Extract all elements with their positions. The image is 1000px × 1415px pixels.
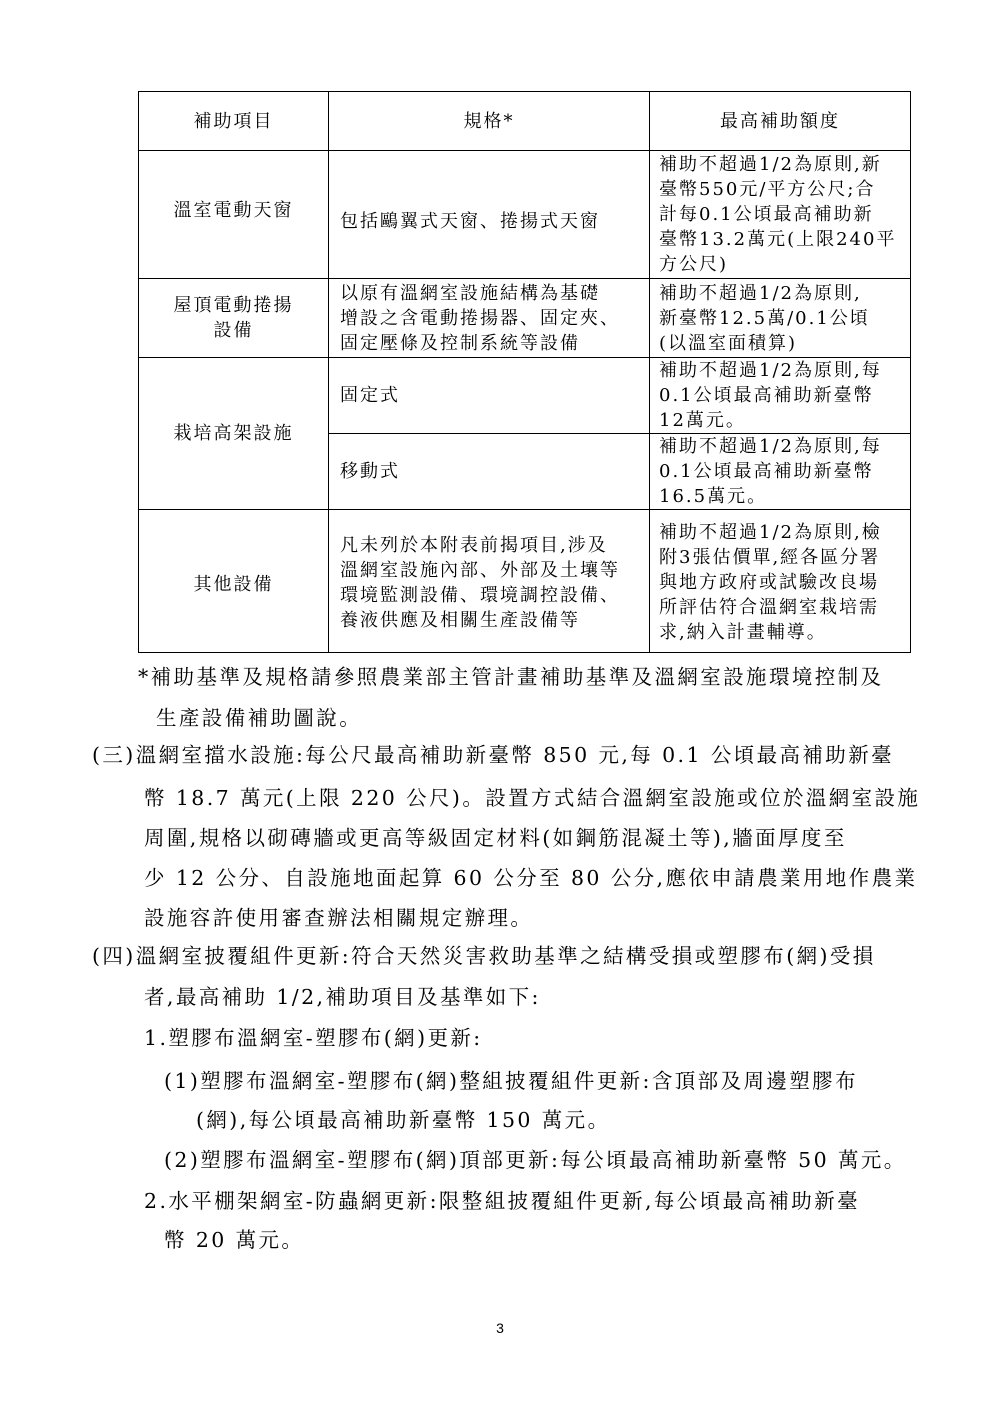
row1-amount-line: 計每0.1公頃最高補助新 (659, 204, 874, 225)
row1-amount (650, 151, 911, 279)
footnote-line: 生產設備補助圖說。 (156, 706, 363, 730)
row3-sub1-amount (650, 358, 911, 434)
row1-amount-line: 臺幣550元/平方公尺;合 (659, 179, 876, 200)
section3-line: 設施容許使用審查辦法相關規定辦理。 (144, 906, 534, 930)
row4-amount-line: 所評估符合溫網室栽培需 (659, 597, 879, 618)
row3-sub2-amount-line: 補助不超過1/2為原則,每 (659, 436, 882, 457)
row4-amount-line: 補助不超過1/2為原則,檢 (659, 522, 882, 543)
row1-item (139, 151, 329, 279)
row3-sub1-amount-line: 12萬元。 (659, 410, 746, 431)
item1-1-line: (1)塑膠布溫網室-塑膠布(網)整組披覆組件更新:含頂部及周邊塑膠布 (164, 1069, 858, 1093)
row4-amount-line: 求,納入計畫輔導。 (659, 622, 827, 643)
row1-item-text: 溫室電動天窗 (173, 200, 294, 221)
section4-line: (四)溫網室披覆組件更新:符合天然災害救助基準之結構受損或塑膠布(網)受損 (92, 944, 876, 968)
item1-heading: 1.塑膠布溫網室-塑膠布(網)更新: (144, 1026, 483, 1050)
table-row (139, 510, 911, 653)
table-row (139, 279, 911, 358)
header-item: 補助項目 (139, 92, 329, 151)
row3-sub1-spec: 固定式 (329, 358, 650, 434)
row2-item-line: 設備 (213, 320, 254, 341)
section3-line: (三)溫網室擋水設施:每公尺最高補助新臺幣 850 元,每 0.1 公頃最高補助新臺 (92, 743, 895, 767)
row4-item (139, 510, 329, 653)
row1-amount-line: 臺幣13.2萬元(上限240平 (659, 229, 897, 250)
section3-line: 少 12 公分、自設施地面起算 60 公分至 80 公分,應依申請農業用地作農業 (144, 866, 918, 890)
row3-sub2-amount-line: 0.1公頃最高補助新臺幣 (659, 461, 874, 482)
section3-line: 幣 18.7 萬元(上限 220 公尺)。設置方式結合溫網室設施或位於溫網室設施 (144, 786, 921, 810)
page-number: 3 (496, 1320, 504, 1336)
item2-line: 幣 20 萬元。 (164, 1228, 305, 1252)
row4-spec-line: 環境監測設備、環境調控設備、 (340, 584, 620, 606)
table-row (139, 151, 911, 279)
row4-spec-line: 凡未列於本附表前揭項目,涉及 (340, 534, 608, 556)
row3-sub2-spec: 移動式 (329, 434, 650, 510)
row3-sub1-amount-line: 0.1公頃最高補助新臺幣 (659, 385, 874, 406)
row2-spec-line: 增設之含電動捲揚器、固定夾、 (340, 307, 620, 329)
row1-amount-line: 方公尺) (659, 254, 729, 275)
item1-1-line: (網),每公頃最高補助新臺幣 150 萬元。 (196, 1108, 611, 1132)
footnote-line: *補助基準及規格請參照農業部主管計畫補助基準及溫網室設施環境控制及 (138, 665, 884, 689)
row2-spec (329, 279, 650, 358)
item1-2-line: (2)塑膠布溫網室-塑膠布(網)頂部更新:每公頃最高補助新臺幣 50 萬元。 (164, 1148, 907, 1172)
row2-amount (650, 279, 911, 358)
row2-amount-line: (以溫室面積算) (659, 332, 798, 354)
header-spec: 規格* (329, 92, 650, 151)
row3-item: 栽培高架設施 (139, 358, 329, 510)
section3-line: 周圍,規格以砌磚牆或更高等級固定材料(如鋼筋混凝土等),牆面厚度至 (144, 826, 847, 850)
row4-spec (329, 510, 650, 653)
row3-sub2-amount (650, 434, 911, 510)
row2-amount-line: 新臺幣12.5萬/0.1公頃 (659, 307, 870, 329)
row1-spec (329, 151, 650, 279)
row2-item (139, 279, 329, 358)
row4-amount-line: 附3張估價單,經各區分署 (659, 547, 881, 568)
header-amount: 最高補助額度 (650, 92, 911, 151)
row1-spec-text: 包括鷗翼式天窗、捲揚式天窗 (340, 211, 600, 232)
row2-item-line: 屋頂電動捲揚 (173, 295, 294, 316)
section4-line: 者,最高補助 1/2,補助項目及基準如下: (144, 985, 541, 1009)
row2-amount-line: 補助不超過1/2為原則, (659, 282, 862, 304)
row4-amount-line: 與地方政府或試驗改良場 (659, 572, 879, 593)
row4-item-text: 其他設備 (193, 574, 274, 595)
table-header-row (139, 92, 911, 151)
row1-amount-line: 補助不超過1/2為原則,新 (659, 154, 882, 175)
row3-sub2-amount-line: 16.5萬元。 (659, 486, 768, 507)
item2-line: 2.水平棚架網室-防蟲網更新:限整組披覆組件更新,每公頃最高補助新臺 (144, 1189, 861, 1213)
row3-sub1-amount-line: 補助不超過1/2為原則,每 (659, 360, 882, 381)
row4-spec-line: 溫網室設施內部、外部及土壤等 (340, 559, 620, 581)
row2-spec-line: 固定壓條及控制系統等設備 (340, 332, 580, 354)
row2-spec-line: 以原有溫網室設施結構為基礎 (340, 282, 600, 304)
subsidy-table (138, 91, 911, 653)
table-row (139, 358, 911, 434)
row4-amount (650, 510, 911, 653)
row4-spec-line: 養液供應及相關生產設備等 (340, 609, 580, 631)
